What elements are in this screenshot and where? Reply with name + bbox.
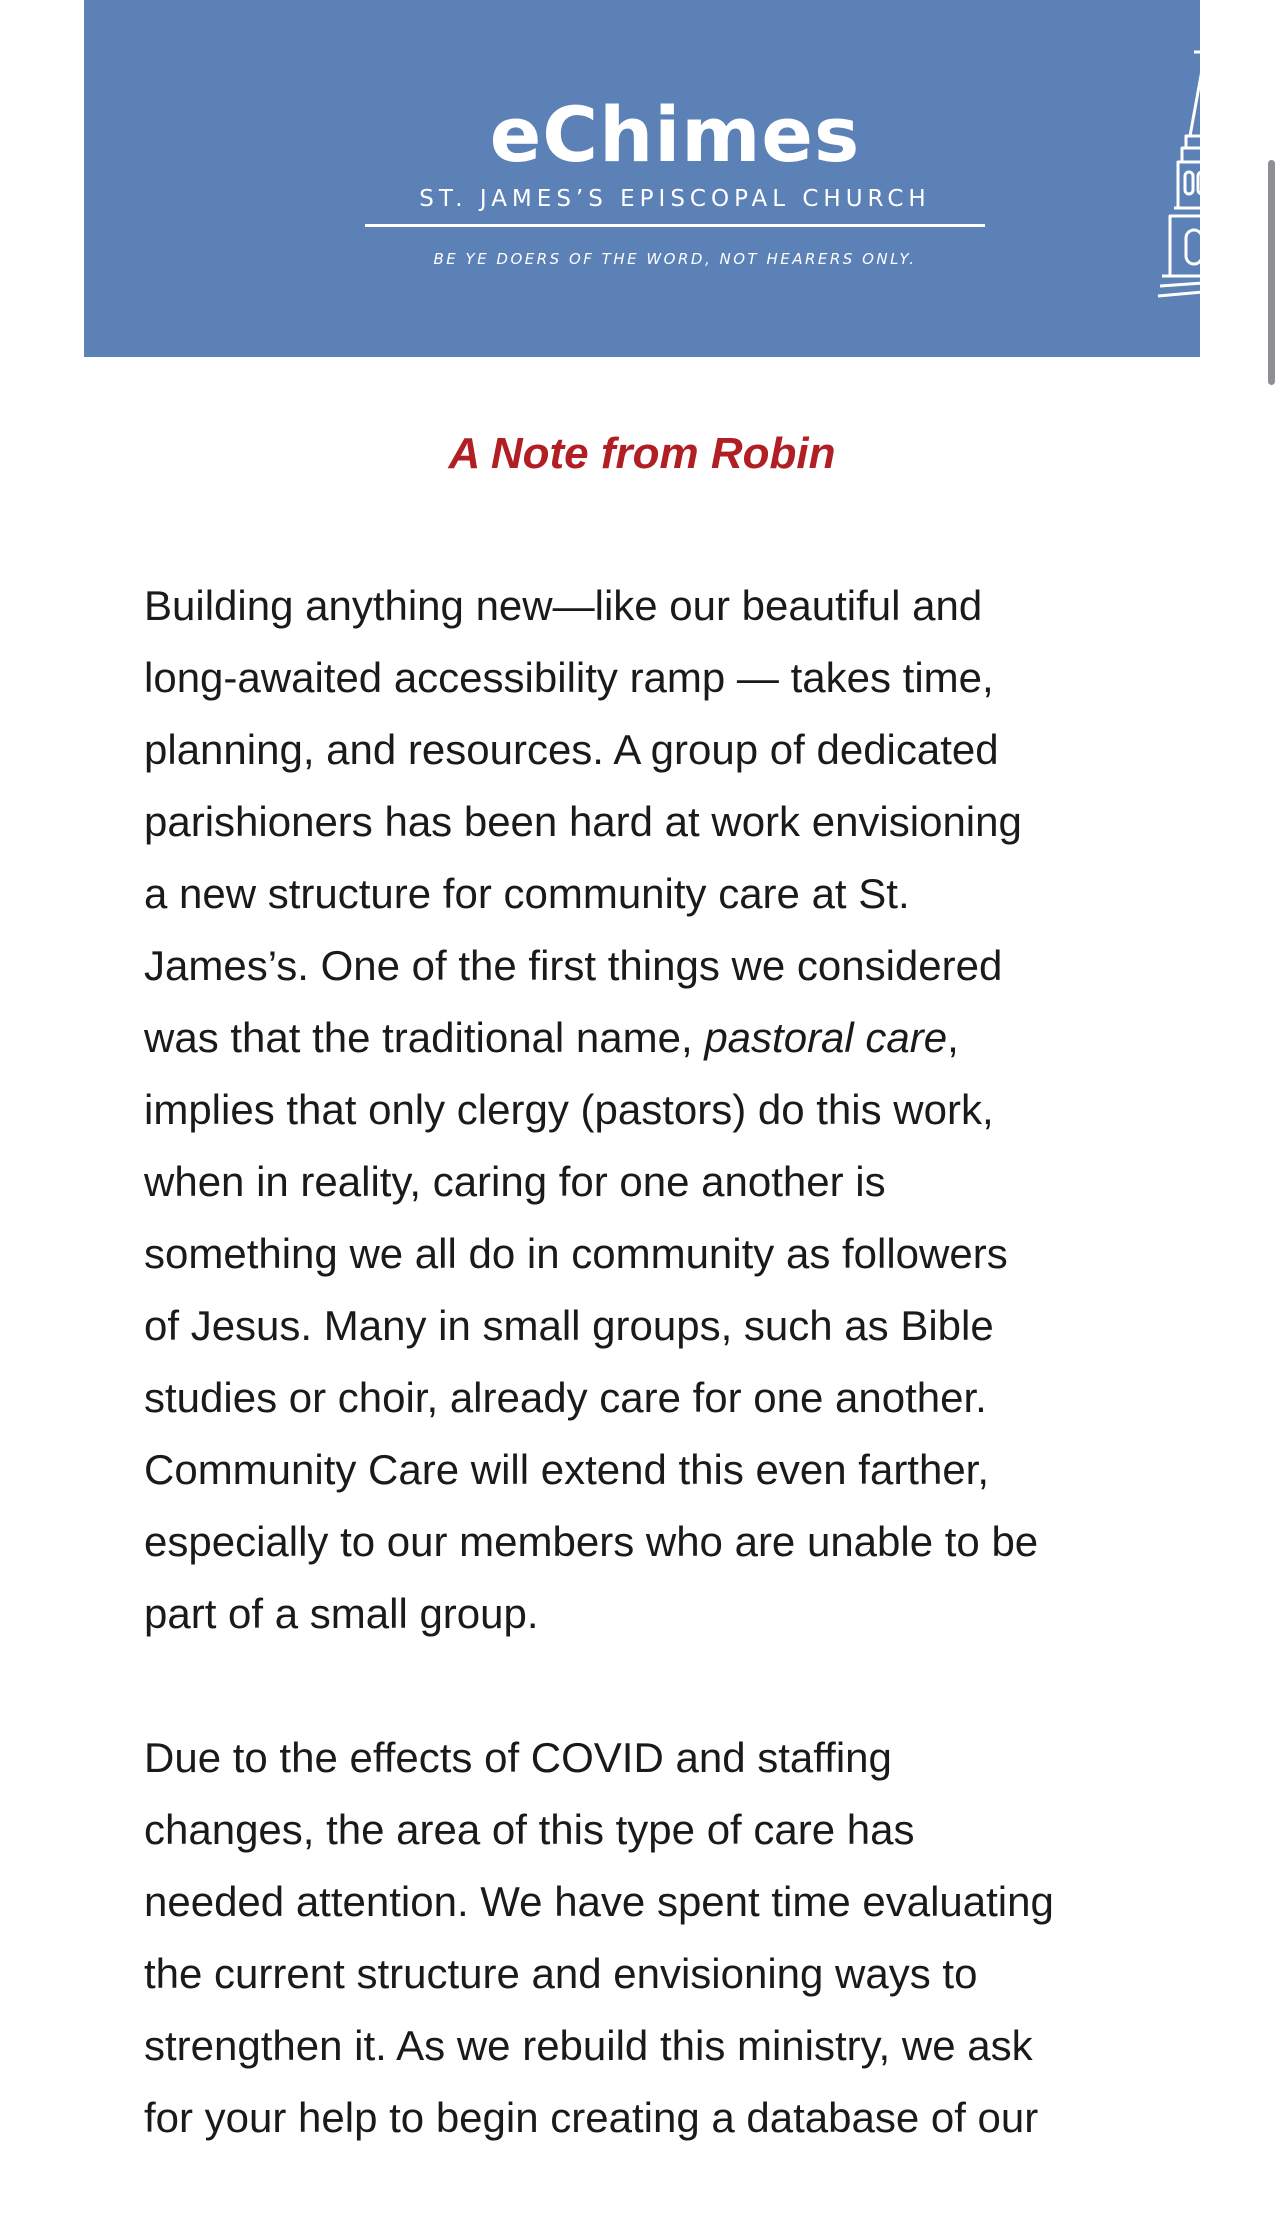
paragraph-line: Building anything new—like our beautiful and xyxy=(144,582,983,629)
article-heading: A Note from Robin xyxy=(448,429,836,478)
paragraph-line: long-awaited accessibility ramp — takes time, xyxy=(144,654,994,701)
article-body xyxy=(144,570,1144,2226)
paragraph-line: parishioners has been hard at work envisioning xyxy=(144,798,1022,845)
paragraph-line: implies that only clergy (pastors) do this work, xyxy=(144,1086,994,1133)
paragraph-line: when in reality, caring for one another is xyxy=(144,1158,886,1205)
paragraph-line: Due to the effects of COVID and staffing xyxy=(144,1734,892,1781)
article-paragraph xyxy=(144,1722,1144,2154)
paragraph-line: especially to our members who are unable to be xyxy=(144,1518,1039,1565)
line-text: , xyxy=(947,1014,959,1061)
paragraph-line: Community Care will extend this even farther, xyxy=(144,1446,990,1493)
newsletter-title: eChimes xyxy=(489,90,861,179)
paragraph-line: a new structure for community care at St. xyxy=(144,870,910,917)
paragraph-line: changes, the area of this type of care has xyxy=(144,1806,915,1853)
church-name: ST. JAMES’S EPISCOPAL CHURCH xyxy=(419,186,931,212)
paragraph-line: studies or choir, already care for one another. xyxy=(144,1374,987,1421)
church-motto: BE YE DOERS OF THE WORD, NOT HEARERS ONLY. xyxy=(433,250,917,268)
paragraph-line: planning, and resources. A group of dedicated xyxy=(144,726,999,773)
brand-block xyxy=(320,90,1030,269)
paragraph-line: something we all do in community as followers xyxy=(144,1230,1008,1277)
newsletter-banner xyxy=(84,0,1200,357)
paragraph-line: for your help to begin creating a database of our xyxy=(144,2094,1039,2141)
paragraph-line: part of a small group. xyxy=(144,1590,539,1637)
paragraph-line: the current structure and envisioning ways to xyxy=(144,1950,978,1997)
paragraph-line xyxy=(144,1002,1144,1074)
title-divider xyxy=(365,224,985,227)
paragraph-line: James’s. One of the first things we considered xyxy=(144,942,1003,989)
article-paragraph xyxy=(144,570,1144,1650)
emphasized-term: pastoral care xyxy=(704,1014,948,1061)
church-steeple-icon xyxy=(1156,40,1248,310)
paragraph-line: of Jesus. Many in small groups, such as Bible xyxy=(144,1302,994,1349)
line-text: was that the traditional name, xyxy=(144,1014,705,1061)
paragraph-line: strengthen it. As we rebuild this ministry, we ask xyxy=(144,2022,1033,2069)
paragraph-line: needed attention. We have spent time evaluating xyxy=(144,1878,1054,1925)
vertical-scrollbar[interactable] xyxy=(1268,160,1275,385)
